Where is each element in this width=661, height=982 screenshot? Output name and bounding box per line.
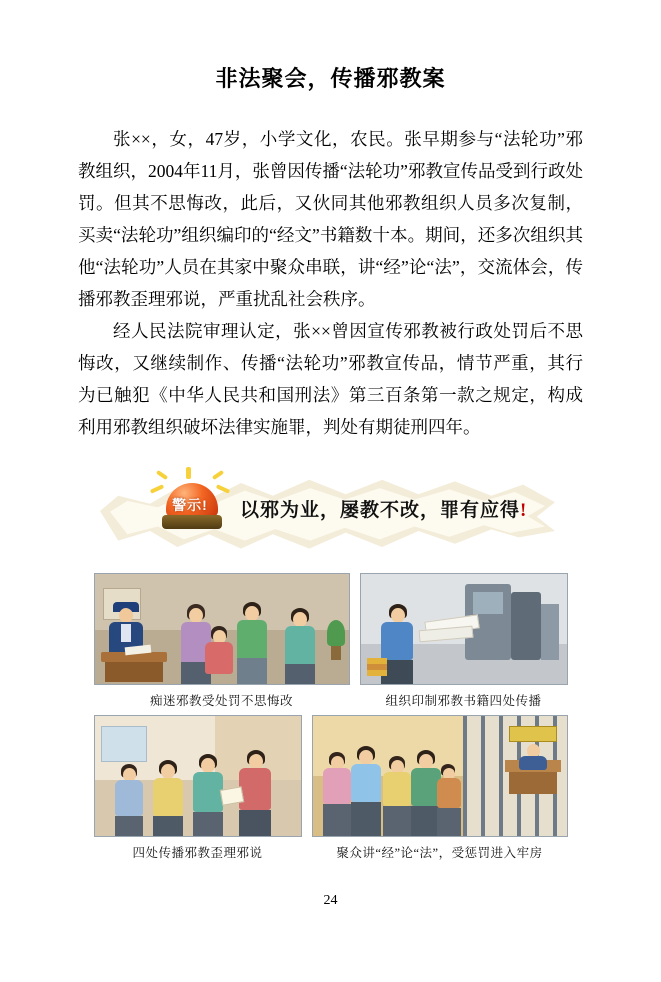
page-content <box>78 0 583 982</box>
comic-caption-3: 四处传播邪教歪理邪说 <box>132 846 263 860</box>
banner-slogan-part2: 罪有应得 <box>440 500 521 521</box>
comic-image-3 <box>94 715 302 837</box>
siren-icon <box>148 471 232 533</box>
comic-caption-4: 聚众讲“经”论“法”，受惩罚进入牢房 <box>336 846 543 860</box>
article-body <box>78 123 583 443</box>
siren-base <box>162 515 222 529</box>
warning-banner <box>100 469 560 565</box>
comic-image-1 <box>94 573 350 685</box>
comic-caption-2: 组织印制邪教书籍四处传播 <box>385 694 542 708</box>
comic-panel-3 <box>94 715 302 861</box>
siren-label: 警示! <box>172 497 208 513</box>
comic-panel-grid <box>78 573 583 867</box>
paragraph-2: 经人民法院审理认定，张××曾因宣传邪教被行政处罚后不思悔改，又继续制作、传播“法轮功”邪教宣传品，情节严重，其行为已触犯《中华人民共和国刑法》第三百条第一款之规定，构成利用邪教组织破坏法律实施罪，判处有期徒刑四年。 <box>78 321 583 437</box>
banner-slogan-excl: ! <box>520 500 528 521</box>
comic-image-4 <box>312 715 568 837</box>
paragraph-1: 张××，女，47岁，小学文化，农民。张早期参与“法轮功”邪教组织，2004年11月，张曾因传播“法轮功”邪教宣传品受到行政处罚。但其不思悔改，此后，又伙同其他邪教组织人员多次复制，买卖“法轮功”组织编印的“经文”书籍数十本。期间，还多次组织其他“法轮功”人员在其家中聚众串联，讲“经”论“法”，交流体会，传播邪教歪理邪说，严重扰乱社会秩序。 <box>78 129 583 309</box>
banner-slogan-part1: 以邪为业，屡教不改 <box>240 500 421 521</box>
comic-panel-1 <box>94 573 350 709</box>
banner-slogan <box>240 495 550 522</box>
comic-image-2 <box>360 573 568 685</box>
illustration-block <box>78 469 583 867</box>
comic-panel-2 <box>360 573 568 709</box>
page-title: 非法聚会，传播邪教案 <box>215 66 446 91</box>
comic-caption-1: 痴迷邪教受处罚不思悔改 <box>149 694 293 708</box>
comic-panel-4 <box>312 715 568 861</box>
page-number: 24 <box>323 893 338 908</box>
banner-slogan-comma: ， <box>420 500 441 521</box>
